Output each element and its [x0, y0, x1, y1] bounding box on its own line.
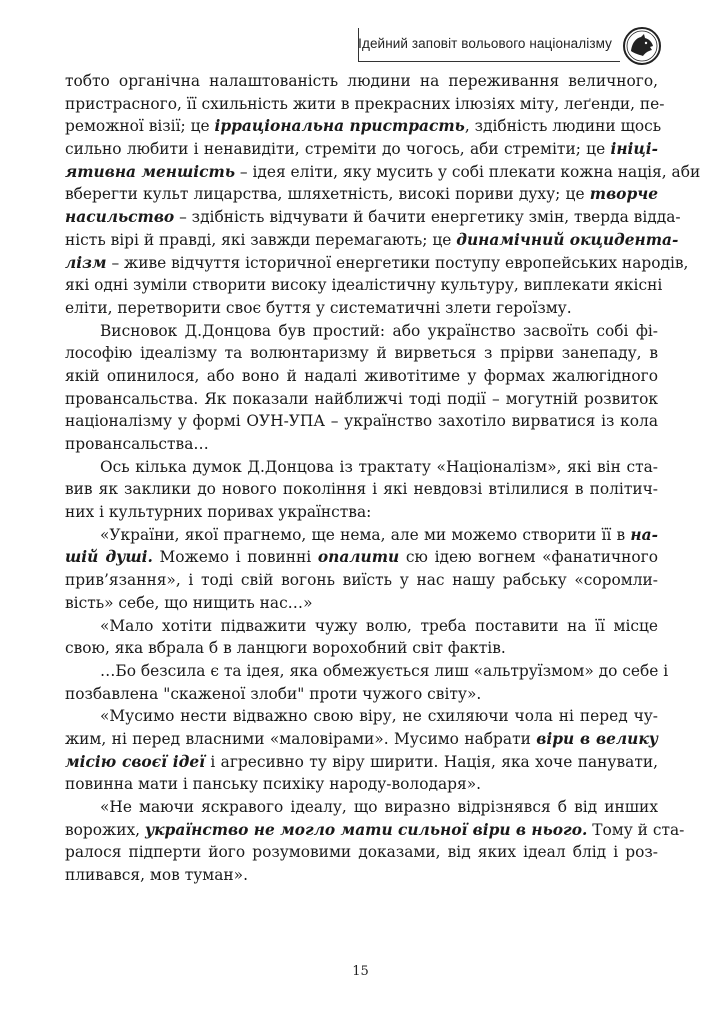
- text-line: [65, 819, 685, 842]
- text-line: [65, 660, 669, 683]
- emphasis-text: ятивна меншість: [65, 162, 235, 181]
- text-line: [65, 252, 689, 275]
- emphasis-text: творче: [589, 185, 658, 204]
- emphasis-text: шій душі.: [65, 548, 153, 567]
- text-line: [65, 206, 681, 229]
- body-text: [65, 70, 701, 887]
- text-run: лософію ідеалізму та волюнтаризму й вирветься з прірви занепаду, в: [65, 344, 658, 363]
- emphasis-text: віри в велику: [536, 729, 658, 748]
- text-line: [65, 728, 658, 751]
- text-line: [65, 320, 658, 343]
- text-run: «Не маючи яскравого ідеалу, що виразно відрізнявся б від инших: [100, 798, 658, 816]
- text-run: жим, ні перед власними «маловірами». Мусимо набрати: [65, 729, 537, 748]
- text-run: пристрасного, її схильність жити в прекрасних ілюзіях міту, леґенди, пе-: [65, 94, 665, 113]
- emphasis-text: ініці-: [610, 140, 658, 159]
- text-run: вберегти культ лицарства, шляхетність, високі пориви духу; це: [65, 185, 590, 204]
- text-run: Висновок Д.Донцова був простий: або українство засвоїть собі фі-: [100, 321, 658, 340]
- text-run: провансальства…: [65, 435, 209, 453]
- text-run: свою, яка вбрала б в ланцюги ворохобний світ фактів.: [65, 639, 506, 658]
- text-line: [65, 70, 658, 93]
- text-line: [65, 388, 658, 411]
- header-horizontal-rule: [358, 61, 620, 62]
- text-run: «Мусимо нести відважно свою віру, не схиляючи чола ні перед чу-: [100, 707, 658, 726]
- text-line: [65, 524, 658, 547]
- wolf-head-emblem-icon: [622, 26, 662, 66]
- text-run: , здібність людини щось: [464, 117, 662, 136]
- text-run: реможної візії; це: [65, 117, 215, 136]
- text-run: вив як заклики до нового покоління і які невдовзі втілилися в політич-: [65, 480, 658, 499]
- text-run: ність вірі й правді, які завжди перемагають; це: [65, 230, 457, 249]
- emphasis-text: динамічний окцидента-: [456, 230, 679, 249]
- text-line: [65, 864, 658, 887]
- text-run: еліти, перетворити своє буття у систематичні злети героїзму.: [65, 298, 572, 317]
- text-run: – ідея еліти, яку мусить у собі плекати кожна нація, аби: [234, 162, 701, 181]
- text-line: [65, 365, 658, 388]
- text-run: тобто органічна налаштованість людини на переживання величного,: [65, 72, 658, 90]
- text-run: сю ідею вогнем «фанатичного: [399, 548, 659, 567]
- text-line: [65, 773, 658, 796]
- text-line: [65, 183, 658, 206]
- text-line: [65, 546, 658, 569]
- text-run: націоналізму у формі ОУН-УПА – українство захотіло вирватися із кола: [65, 412, 658, 431]
- text-line: [65, 138, 658, 161]
- text-run: – живе відчуття історичної енергетики поступу европейських народів,: [106, 253, 689, 272]
- text-run: і агресивно ту віру ширити. Нація, яка хоче панувати,: [204, 752, 658, 771]
- text-line: [65, 342, 658, 365]
- text-run: прив’язання», і тоді свій вогонь виїсть у нас нашу рабську «соромли-: [65, 571, 658, 590]
- text-run: – здібність відчувати й бачити енергетику змін, тверда відда-: [174, 208, 681, 227]
- text-line: [65, 841, 658, 864]
- emphasis-text: місію своєї ідеї: [65, 752, 205, 771]
- text-run: які одні зуміли створити високу ідеалістичну культуру, виплекати якісні: [65, 276, 663, 295]
- text-line: [65, 456, 658, 479]
- text-run: …Бо безсила є та ідея, яка обмежується лиш «альтруїзмом» до себе і: [100, 661, 669, 680]
- text-line: [65, 161, 701, 184]
- text-line: [65, 569, 658, 592]
- page-number: 15: [352, 964, 369, 979]
- text-run: сильно любити і ненавидіти, стреміти до чогось, аби стреміти; це: [65, 140, 611, 159]
- text-line: [65, 115, 662, 138]
- text-line: [65, 592, 658, 615]
- text-line: [65, 274, 663, 297]
- text-run: якій опинилося, або воно й надалі животітиме у формах жалюгідного: [65, 366, 658, 385]
- text-run: повинна мати і панську психіку народу-володаря».: [65, 775, 481, 794]
- emphasis-text: лізм: [65, 253, 107, 272]
- emphasis-text: ірраціональна пристрасть: [214, 117, 465, 136]
- text-run: Можемо і повинні: [152, 548, 318, 567]
- text-run: вість» себе, що нищить нас…»: [65, 593, 313, 612]
- text-line: [65, 637, 658, 660]
- text-line: [65, 796, 658, 819]
- text-run: Ось кілька думок Д.Донцова із трактату «Націоналізм», які він ста-: [100, 457, 658, 476]
- text-line: [65, 229, 679, 252]
- text-run: ралося підперти його розумовими доказами, від яких ідеал блід і роз-: [65, 843, 658, 862]
- emphasis-text: на-: [630, 525, 658, 544]
- text-line: [65, 501, 658, 524]
- text-run: Тому й ста-: [587, 820, 685, 839]
- text-line: [65, 683, 658, 706]
- emphasis-text: українство не могло мати сильної віри в нього.: [144, 820, 588, 839]
- text-line: [65, 751, 658, 774]
- text-line: [65, 297, 658, 320]
- text-line: [65, 410, 658, 433]
- text-run: пливався, мов туман».: [65, 866, 248, 885]
- emphasis-text: насильство: [65, 208, 175, 227]
- text-run: «Мало хотіти підважити чужу волю, треба поставити на її місце: [100, 616, 658, 635]
- text-run: них і культурних поривах українства:: [65, 503, 372, 522]
- text-line: [65, 615, 658, 638]
- running-header-title: Ідейний заповіт вольового націоналізму: [358, 36, 612, 51]
- text-line: [65, 478, 658, 501]
- text-run: провансальства. Як показали найближчі тоді події – могутній розвиток: [65, 389, 658, 408]
- text-run: «України, якої прагнемо, ще нема, але ми можемо створити її в: [100, 525, 631, 544]
- running-header: [358, 28, 620, 62]
- text-run: ворожих,: [65, 820, 145, 839]
- emphasis-text: опалити: [317, 548, 400, 567]
- text-line: [65, 93, 665, 116]
- text-run: позбавлена "скаженої злоби" проти чужого світу».: [65, 684, 482, 703]
- text-line: [65, 705, 658, 728]
- text-line: [65, 433, 658, 456]
